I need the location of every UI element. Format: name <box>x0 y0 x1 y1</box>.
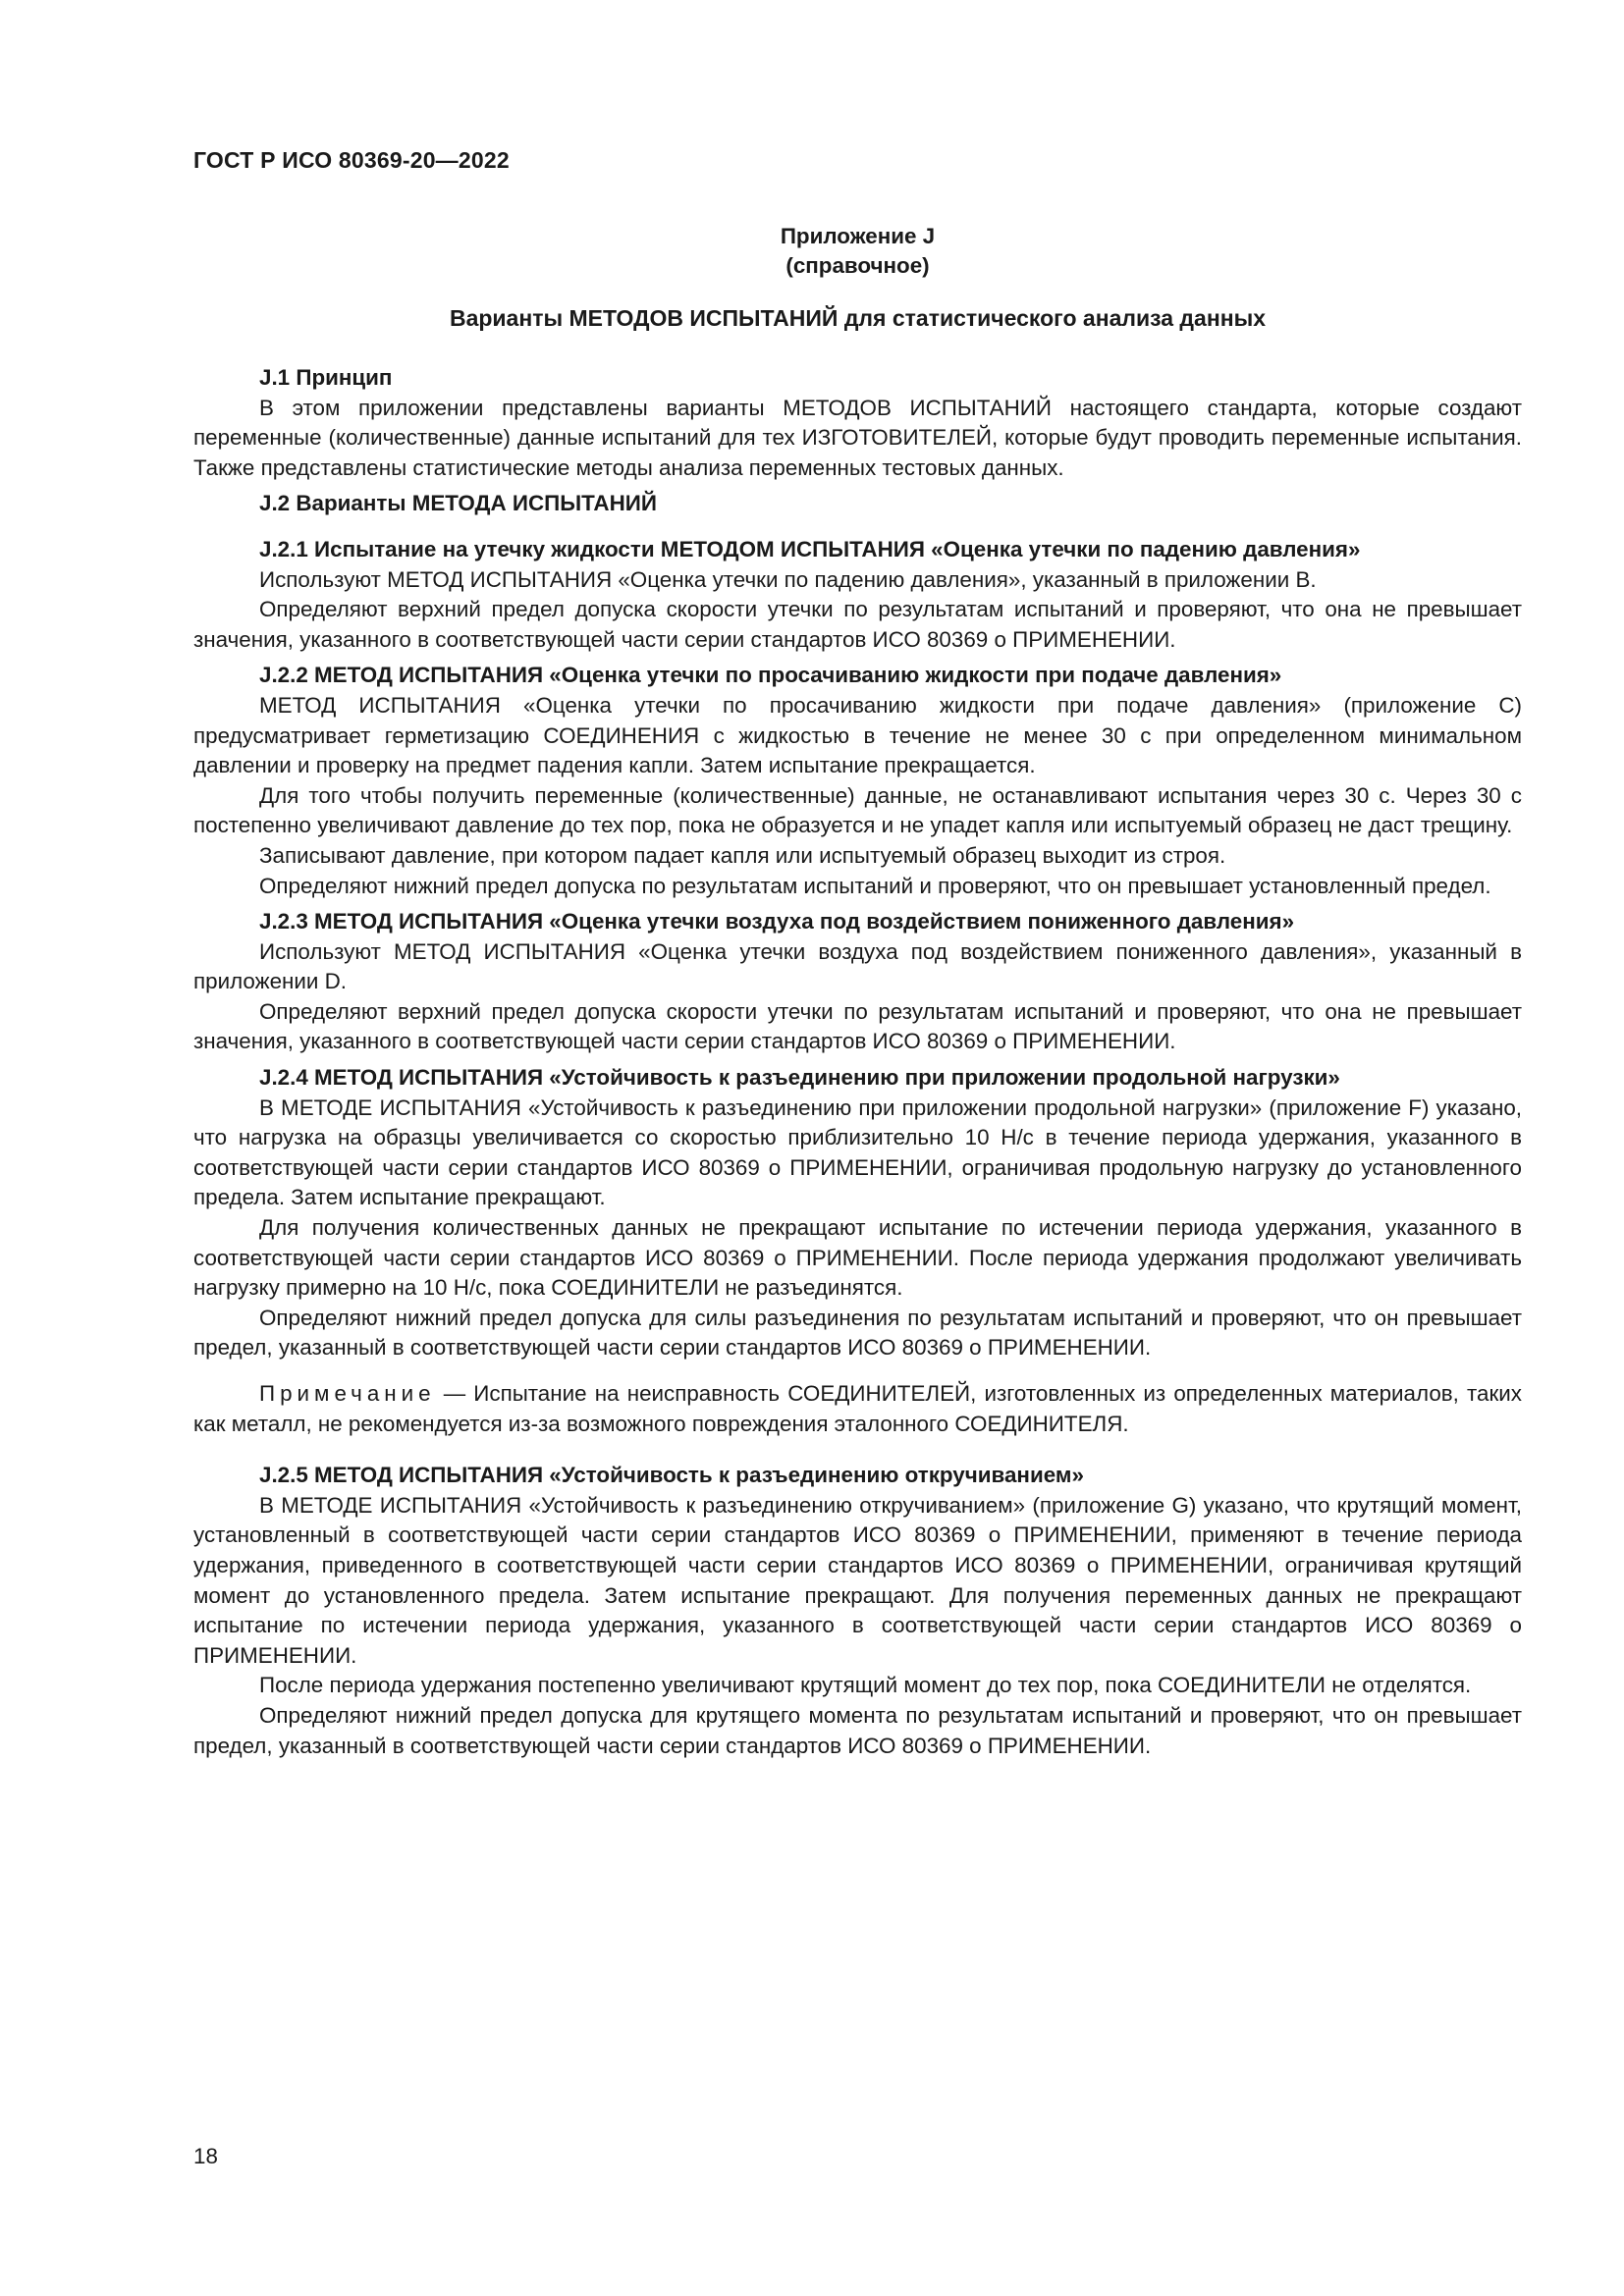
paragraph: В МЕТОДЕ ИСПЫТАНИЯ «Устойчивость к разъединению откручиванием» (приложение G) указано, что крутящий момент, установленный в соответствующей части серии стандартов ИСО 80369 о ПРИМЕНЕНИИ, применяют в течение периода удержания, приведенного в соответствующей части серии стандартов ИСО 80369 о ПРИМЕНЕНИИ, ограничивая крутящий момент до установленного предела. Затем испытание прекращают. Для получения переменных данных не прекращают испытание по истечении периода удержания, указанного в соответствующей части серии стандартов ИСО 80369 о ПРИМЕНЕНИИ. <box>193 1492 1522 1668</box>
paragraph: Определяют нижний предел допуска по результатам испытаний и проверяют, что он превышает установленный предел. <box>259 873 1491 898</box>
page-number: 18 <box>193 2144 218 2168</box>
note-label: Примечание <box>259 1381 436 1406</box>
paragraph: Для того чтобы получить переменные (количественные) данные, не останавливают испытания через 30 с. Через 30 с постепенно увеличивают давление до тех пор, пока не образуется и не упадет капля или испытуемый образец не даст трещину. <box>193 782 1522 838</box>
paragraph: Определяют нижний предел допуска для силы разъединения по результатам испытаний и проверяют, что он превышает предел, указанный в соответствующей части серии стандартов ИСО 80369 о ПРИМЕНЕНИИ. <box>193 1305 1522 1361</box>
section-heading-j2: J.2 Варианты МЕТОДА ИСПЫТАНИЙ <box>259 491 657 516</box>
paragraph: После периода удержания постепенно увеличивают крутящий момент до тех пор, пока СОЕДИНИТЕЛИ не отделятся. <box>259 1673 1472 1698</box>
section-heading-j2-2: J.2.2 МЕТОД ИСПЫТАНИЯ «Оценка утечки по просачиванию жидкости при подаче давления» <box>259 663 1282 688</box>
paragraph: Используют МЕТОД ИСПЫТАНИЯ «Оценка утечки по падению давления», указанный в приложении В. <box>259 566 1317 592</box>
paragraph: Используют МЕТОД ИСПЫТАНИЯ «Оценка утечки воздуха под воздействием пониженного давления», указанный в приложении D. <box>193 938 1522 994</box>
section-heading-j2-4: J.2.4 МЕТОД ИСПЫТАНИЯ «Устойчивость к разъединению при приложении продольной нагрузки» <box>259 1065 1340 1091</box>
annex-title: Варианты МЕТОДОВ ИСПЫТАНИЙ для статистического анализа данных <box>449 305 1267 331</box>
paragraph: Определяют верхний предел допуска скорости утечки по результатам испытаний и проверяют, что она не превышает значения, указанного в соответствующей части серии стандартов ИСО 80369 о ПРИМЕНЕНИИ. <box>193 597 1522 652</box>
section-heading-j2-1: J.2.1 Испытание на утечку жидкости МЕТОДОМ ИСПЫТАНИЯ «Оценка утечки по падению давления» <box>259 536 1361 561</box>
paragraph: В МЕТОДЕ ИСПЫТАНИЯ «Устойчивость к разъединению при приложении продольной нагрузки» (приложение F) указано, что нагрузка на образцы увеличивается со скоростью приблизительно 10 Н/с в течение периода удержания, указанного в соответствующей части серии стандартов ИСО 80369 о ПРИМЕНЕНИИ, ограничивая продольную нагрузку до установленного предела. Затем испытание прекращают. <box>193 1095 1522 1210</box>
document-code-header: ГОСТ Р ИСО 80369-20—2022 <box>193 147 510 173</box>
paragraph: Определяют нижний предел допуска для крутящего момента по результатам испытаний и проверяют, что он превышает предел, указанный в соответствующей части серии стандартов ИСО 80369 о ПРИМЕНЕНИИ. <box>193 1702 1522 1758</box>
section-heading-j2-3: J.2.3 МЕТОД ИСПЫТАНИЯ «Оценка утечки воздуха под воздействием пониженного давления» <box>259 909 1295 934</box>
annex-type: (справочное) <box>785 253 930 278</box>
note <box>193 1379 1522 1439</box>
section-heading-j1: J.1 Принцип <box>259 365 393 390</box>
paragraph: МЕТОД ИСПЫТАНИЯ «Оценка утечки по просачиванию жидкости при подаче давления» (приложение С) предусматривает герметизацию СОЕДИНЕНИЯ с жидкостью в течение не менее 30 с при определенном минимальном давлении и проверку на предмет падения капли. Затем испытание прекращается. <box>193 692 1522 778</box>
page-content <box>193 222 1522 1761</box>
note-text: — Испытание на неисправность СОЕДИНИТЕЛЕЙ, изготовленных из определенных материалов, таких как металл, не рекомендуется из-за возможного повреждения эталонного СОЕДИНИТЕЛЯ. <box>193 1381 1522 1436</box>
paragraph: Определяют верхний предел допуска скорости утечки по результатам испытаний и проверяют, что она не превышает значения, указанного в соответствующей части серии стандартов ИСО 80369 о ПРИМЕНЕНИИ. <box>193 998 1522 1054</box>
paragraph: В этом приложении представлены варианты МЕТОДОВ ИСПЫТАНИЙ настоящего стандарта, которые создают переменные (количественные) данные испытаний для тех ИЗГОТОВИТЕЛЕЙ, которые будут проводить переменные испытания. Также представлены статистические методы анализа переменных тестовых данных. <box>193 395 1522 480</box>
annex-label: Приложение J <box>780 224 936 248</box>
section-heading-j2-5: J.2.5 МЕТОД ИСПЫТАНИЯ «Устойчивость к разъединению откручиванием» <box>259 1463 1084 1488</box>
paragraph: Для получения количественных данных не прекращают испытание по истечении периода удержания, указанного в соответствующей части серии стандартов ИСО 80369 о ПРИМЕНЕНИИ. После периода удержания продолжают увеличивать нагрузку примерно на 10 Н/с, пока СОЕДИНИТЕЛИ не разъединятся. <box>193 1215 1522 1301</box>
paragraph: Записывают давление, при котором падает капля или испытуемый образец выходит из строя. <box>259 842 1226 868</box>
